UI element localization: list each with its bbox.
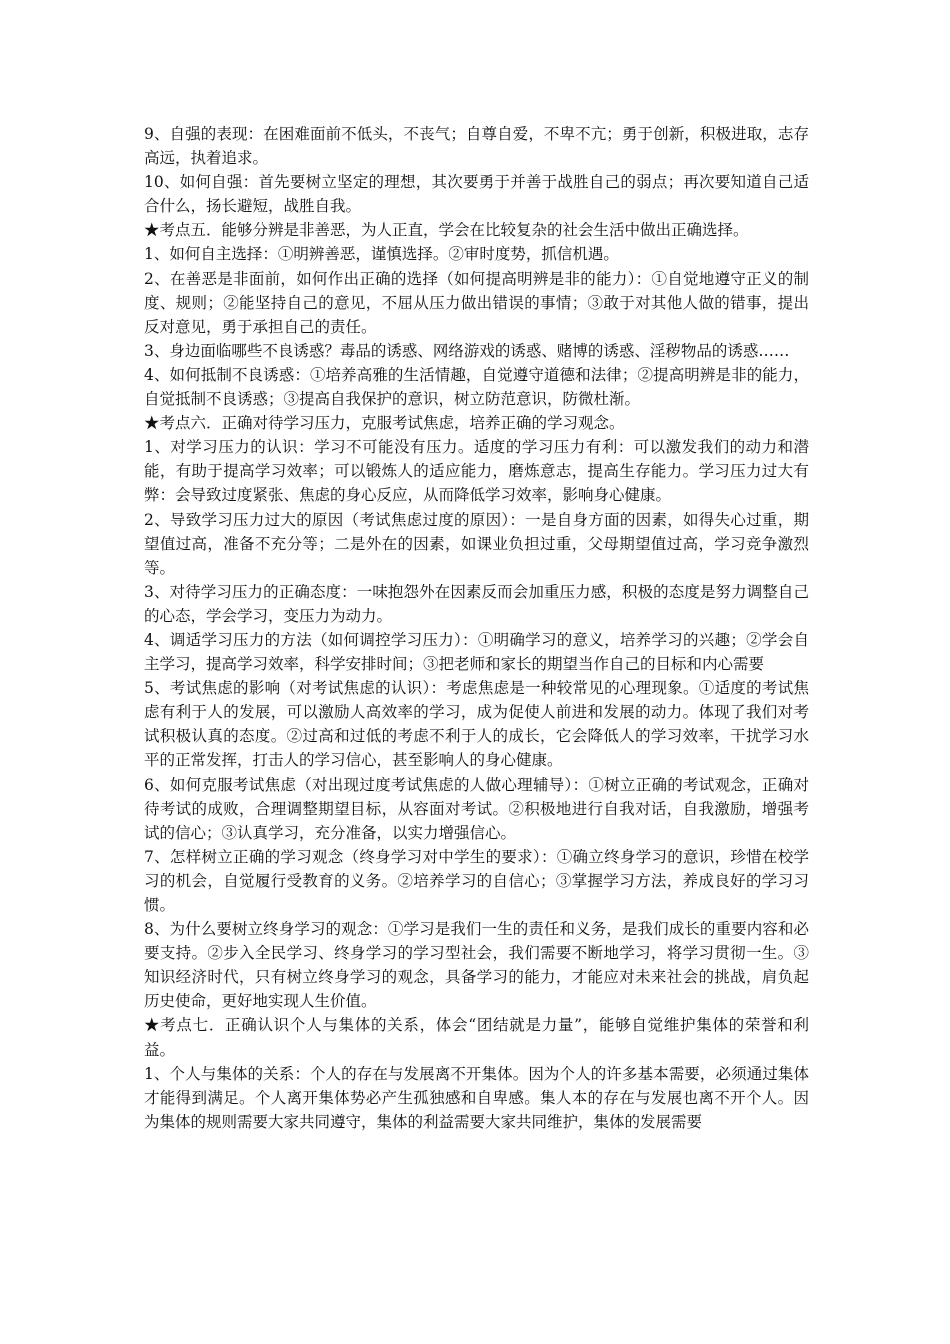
paragraph-6-7: 7、怎样树立正确的学习观念（终身学习对中学生的要求）：①确立终身学习的意识，珍惜在校学习的机会，自觉履行受教育的义务。②培养学习的自信心；③掌握学习方法，养成良好的学习习惯。: [144, 847, 809, 914]
heading-key-point-7: ★考点七．正确认识个人与集体的关系，体会“团结就是力量”，能够自觉维护集体的荣誉和利益。: [144, 1016, 809, 1059]
heading-key-point-6: ★考点六．正确对待学习压力，克服考试焦虑，培养正确的学习观念。: [144, 414, 625, 433]
heading-key-point-5: ★考点五．能够分辨是非善恶，为人正直，学会在比较复杂的社会生活中做出正确选择。: [144, 221, 749, 240]
document-page: [144, 122, 809, 1134]
paragraph-6-3: 3、对待学习压力的正确态度：一味抱怨外在因素反而会加重压力感，积极的态度是努力调整自己的心态，学会学习，变压力为动力。: [144, 582, 809, 625]
paragraph-6-6: 6、如何克服考试焦虑（对出现过度考试焦虑的人做心理辅导）：①树立正确的考试观念，正确对待考试的成败，合理调整期望目标，从容面对考试。②积极地进行自我对话，自我激励，增强考试的信心；③认真学习，充分准备，以实力增强信心。: [144, 775, 809, 842]
paragraph-5-4: 4、如何抵制不良诱惑：①培养高雅的生活情趣，自觉遵守道德和法律；②提高明辨是非的能力，自觉抵制不良诱惑；③提高自我保护的意识，树立防范意识，防微杜渐。: [144, 365, 809, 409]
paragraph-5-1: 1、如何自主选择：①明辨善恶，谨慎选择。②审时度势，抓信机遇。: [144, 245, 619, 264]
paragraph-7-1: 1、个人与集体的关系：个人的存在与发展离不开集体。因为个人的许多基本需要，必须通过集体才能得到满足。个人离开集体势必产生孤独感和自卑感。集人本的存在与发展也离不开个人。因为集体的规则需要大家共同遵守，集体的利益需要大家共同维护，集体的发展需要: [144, 1064, 809, 1131]
paragraph-6-2: 2、导致学习压力过大的原因（考试焦虑过度的原因）：一是自身方面的因素，如得失心过重，期望值过高，准备不充分等；二是外在的因素，如课业负担过重，父母期望值过高，学习竞争激烈等。: [144, 510, 809, 577]
paragraph-6-1: 1、对学习压力的认识：学习不可能没有压力。适度的学习压力有利：可以激发我们的动力和潜能，有助于提高学习效率；可以锻炼人的适应能力，磨炼意志，提高生存能力。学习压力过大有弊：会导致过度紧张、焦虑的身心反应，从而降低学习效率，影响身心健康。: [144, 438, 809, 505]
paragraph-5-2: 2、在善恶是非面前，如何作出正确的选择（如何提高明辨是非的能力）：①自觉地遵守正义的制度、规则；②能坚持自己的意见，不屈从压力做出错误的事情；③敢于对其他人做的错事，提出反对意见，勇于承担自己的责任。: [144, 269, 809, 336]
paragraph-6-4: 4、调适学习压力的方法（如何调控学习压力）：①明确学习的意义，培养学习的兴趣；②学会自主学习，提高学习效率，科学安排时间；③把老师和家长的期望当作自己的目标和内心需要: [144, 630, 809, 674]
paragraph-how-to-be-strong: 10、如何自强：首先要树立坚定的理想，其次要勇于并善于战胜自己的弱点；再次要知道自己适合什么，扬长避短，战胜自我。: [144, 173, 809, 216]
paragraph-5-3: 3、身边面临哪些不良诱惑？毒品的诱惑、网络游戏的诱惑、赌博的诱惑、淫秽物品的诱惑……: [144, 341, 790, 360]
paragraph-6-5: 5、考试焦虑的影响（对考试焦虑的认识）：考虑焦虑是一种较常见的心理现象。①适度的考试焦虑有利于人的发展，可以激励人高效率的学习，成为促使人前进和发展的动力。体现了我们对考试积极认真的态度。②过高和过低的考虑不利于人的成长，它会降低人的学习效率，干扰学习水平的正常发挥，打击人的学习信心，甚至影响人的身心健康。: [144, 679, 809, 770]
paragraph-self-strength-manifestation: 9、自强的表现：在困难面前不低头，不丧气；自尊自爱，不卑不亢；勇于创新，积极进取，志存高远，执着追求。: [144, 125, 809, 168]
paragraph-6-8: 8、为什么要树立终身学习的观念：①学习是我们一生的责任和义务，是我们成长的重要内容和必要支持。②步入全民学习、终身学习的学习型社会，我们需要不断地学习，将学习贯彻一生。③知识经济时代，只有树立终身学习的观念，具备学习的能力，才能应对未来社会的挑战，肩负起历史使命，更好地实现人生价值。: [144, 920, 809, 1011]
